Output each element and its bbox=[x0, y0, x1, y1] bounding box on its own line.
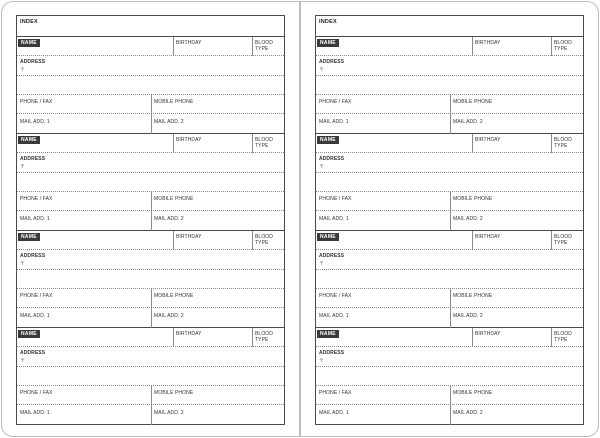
phone-fax-label: PHONE / FAX bbox=[20, 196, 53, 202]
divider bbox=[151, 191, 152, 211]
address-row[interactable] bbox=[316, 153, 583, 191]
address-row[interactable] bbox=[17, 347, 284, 385]
blood-type-label: BLOOD TYPE bbox=[255, 40, 274, 52]
mail-row[interactable] bbox=[17, 308, 284, 328]
address-line bbox=[316, 172, 583, 173]
mail-address-2-label: MAIL ADD. 2 bbox=[154, 313, 184, 319]
divider bbox=[472, 134, 473, 153]
name-row[interactable] bbox=[316, 134, 583, 153]
mobile-phone-label: MOBILE PHONE bbox=[453, 293, 493, 299]
index-label: INDEX bbox=[20, 19, 38, 25]
divider bbox=[173, 328, 174, 347]
divider bbox=[472, 231, 473, 250]
phone-fax-label: PHONE / FAX bbox=[319, 99, 352, 105]
divider bbox=[252, 328, 253, 347]
mobile-phone-label: MOBILE PHONE bbox=[154, 99, 194, 105]
name-label: NAME bbox=[317, 39, 339, 47]
blood-type-label: BLOOD TYPE bbox=[554, 137, 573, 149]
divider bbox=[151, 308, 152, 328]
address-entry bbox=[17, 231, 284, 328]
phone-fax-label: PHONE / FAX bbox=[20, 293, 53, 299]
phone-row[interactable] bbox=[17, 94, 284, 114]
divider bbox=[173, 134, 174, 153]
mail-address-2-label: MAIL ADD. 2 bbox=[453, 410, 483, 416]
mail-address-1-label: MAIL ADD. 1 bbox=[20, 410, 50, 416]
address-row[interactable] bbox=[316, 56, 583, 94]
name-row[interactable] bbox=[316, 328, 583, 347]
address-line bbox=[316, 269, 583, 270]
name-row[interactable] bbox=[17, 37, 284, 56]
address-line bbox=[316, 366, 583, 367]
address-line bbox=[316, 75, 583, 76]
address-entry bbox=[17, 328, 284, 425]
mail-address-1-label: MAIL ADD. 1 bbox=[20, 313, 50, 319]
divider bbox=[551, 328, 552, 347]
mobile-phone-label: MOBILE PHONE bbox=[453, 196, 493, 202]
divider bbox=[173, 37, 174, 56]
index-label: INDEX bbox=[319, 19, 337, 25]
blood-type-label: BLOOD TYPE bbox=[255, 331, 274, 343]
divider bbox=[151, 288, 152, 308]
mail-row[interactable] bbox=[17, 114, 284, 134]
postal-mark-icon: 〒 bbox=[20, 261, 26, 267]
mail-address-1-label: MAIL ADD. 1 bbox=[319, 410, 349, 416]
phone-row[interactable] bbox=[17, 385, 284, 405]
name-row[interactable] bbox=[17, 231, 284, 250]
address-line bbox=[17, 366, 284, 367]
name-row[interactable] bbox=[316, 37, 583, 56]
name-label: NAME bbox=[18, 39, 40, 47]
name-label: NAME bbox=[18, 330, 40, 338]
name-row[interactable] bbox=[316, 231, 583, 250]
address-entry bbox=[17, 37, 284, 134]
postal-mark-icon: 〒 bbox=[20, 164, 26, 170]
mail-address-2-label: MAIL ADD. 2 bbox=[453, 216, 483, 222]
address-label: ADDRESS bbox=[20, 253, 46, 259]
mail-row[interactable] bbox=[316, 308, 583, 328]
phone-row[interactable] bbox=[316, 191, 583, 211]
postal-mark-icon: 〒 bbox=[319, 261, 325, 267]
birthday-label: BIRTHDAY bbox=[475, 234, 501, 240]
divider bbox=[151, 385, 152, 405]
name-label: NAME bbox=[18, 233, 40, 241]
divider bbox=[450, 288, 451, 308]
mail-address-1-label: MAIL ADD. 1 bbox=[319, 216, 349, 222]
address-line bbox=[17, 172, 284, 173]
birthday-label: BIRTHDAY bbox=[176, 40, 202, 46]
divider bbox=[450, 211, 451, 231]
postal-mark-icon: 〒 bbox=[20, 358, 26, 364]
address-label: ADDRESS bbox=[20, 156, 46, 162]
divider bbox=[450, 405, 451, 425]
left-page bbox=[1, 1, 300, 437]
postal-mark-icon: 〒 bbox=[319, 358, 325, 364]
birthday-label: BIRTHDAY bbox=[475, 40, 501, 46]
mobile-phone-label: MOBILE PHONE bbox=[154, 390, 194, 396]
name-label: NAME bbox=[18, 136, 40, 144]
address-line bbox=[17, 269, 284, 270]
name-label: NAME bbox=[317, 136, 339, 144]
address-line bbox=[17, 75, 284, 76]
address-row[interactable] bbox=[17, 250, 284, 288]
phone-fax-label: PHONE / FAX bbox=[319, 390, 352, 396]
divider bbox=[252, 231, 253, 250]
address-entry bbox=[316, 231, 583, 328]
mail-address-2-label: MAIL ADD. 2 bbox=[154, 410, 184, 416]
address-entry bbox=[316, 37, 583, 134]
mail-row[interactable] bbox=[316, 211, 583, 231]
blood-type-label: BLOOD TYPE bbox=[554, 40, 573, 52]
phone-fax-label: PHONE / FAX bbox=[20, 99, 53, 105]
address-sheet-left bbox=[16, 15, 285, 425]
phone-row[interactable] bbox=[316, 94, 583, 114]
address-label: ADDRESS bbox=[20, 350, 46, 356]
divider bbox=[252, 134, 253, 153]
divider bbox=[252, 37, 253, 56]
index-row[interactable] bbox=[316, 16, 583, 37]
divider bbox=[151, 114, 152, 134]
address-label: ADDRESS bbox=[20, 59, 46, 65]
divider bbox=[472, 328, 473, 347]
divider bbox=[450, 308, 451, 328]
divider bbox=[551, 134, 552, 153]
divider bbox=[151, 94, 152, 114]
address-entry bbox=[316, 328, 583, 425]
divider bbox=[551, 231, 552, 250]
address-row[interactable] bbox=[316, 250, 583, 288]
mobile-phone-label: MOBILE PHONE bbox=[453, 99, 493, 105]
mail-address-2-label: MAIL ADD. 2 bbox=[154, 119, 184, 125]
address-row[interactable] bbox=[17, 153, 284, 191]
blood-type-label: BLOOD TYPE bbox=[255, 234, 274, 246]
mail-row[interactable] bbox=[316, 405, 583, 425]
name-label: NAME bbox=[317, 330, 339, 338]
birthday-label: BIRTHDAY bbox=[176, 137, 202, 143]
mail-row[interactable] bbox=[316, 114, 583, 134]
mail-address-1-label: MAIL ADD. 1 bbox=[20, 216, 50, 222]
name-row[interactable] bbox=[17, 328, 284, 347]
birthday-label: BIRTHDAY bbox=[176, 234, 202, 240]
divider bbox=[173, 231, 174, 250]
divider bbox=[472, 37, 473, 56]
address-row[interactable] bbox=[17, 56, 284, 94]
address-entry bbox=[316, 134, 583, 231]
right-page bbox=[300, 1, 599, 437]
postal-mark-icon: 〒 bbox=[20, 67, 26, 73]
address-row[interactable] bbox=[316, 347, 583, 385]
phone-row[interactable] bbox=[316, 288, 583, 308]
mobile-phone-label: MOBILE PHONE bbox=[154, 293, 194, 299]
address-sheet-right bbox=[315, 15, 584, 425]
birthday-label: BIRTHDAY bbox=[475, 137, 501, 143]
divider bbox=[450, 385, 451, 405]
mail-address-2-label: MAIL ADD. 2 bbox=[453, 313, 483, 319]
postal-mark-icon: 〒 bbox=[319, 164, 325, 170]
divider bbox=[450, 114, 451, 134]
birthday-label: BIRTHDAY bbox=[475, 331, 501, 337]
mobile-phone-label: MOBILE PHONE bbox=[453, 390, 493, 396]
mail-row[interactable] bbox=[17, 211, 284, 231]
address-label: ADDRESS bbox=[319, 59, 345, 65]
phone-row[interactable] bbox=[316, 385, 583, 405]
mail-address-1-label: MAIL ADD. 1 bbox=[319, 313, 349, 319]
mail-address-1-label: MAIL ADD. 1 bbox=[319, 119, 349, 125]
divider bbox=[151, 211, 152, 231]
phone-fax-label: PHONE / FAX bbox=[20, 390, 53, 396]
index-row[interactable] bbox=[17, 16, 284, 37]
mail-address-1-label: MAIL ADD. 1 bbox=[20, 119, 50, 125]
name-row[interactable] bbox=[17, 134, 284, 153]
mail-address-2-label: MAIL ADD. 2 bbox=[154, 216, 184, 222]
mail-row[interactable] bbox=[17, 405, 284, 425]
birthday-label: BIRTHDAY bbox=[176, 331, 202, 337]
address-label: ADDRESS bbox=[319, 156, 345, 162]
address-entry bbox=[17, 134, 284, 231]
postal-mark-icon: 〒 bbox=[319, 67, 325, 73]
divider bbox=[450, 94, 451, 114]
phone-row[interactable] bbox=[17, 191, 284, 211]
divider bbox=[151, 405, 152, 425]
blood-type-label: BLOOD TYPE bbox=[255, 137, 274, 149]
address-label: ADDRESS bbox=[319, 253, 345, 259]
mobile-phone-label: MOBILE PHONE bbox=[154, 196, 194, 202]
blood-type-label: BLOOD TYPE bbox=[554, 234, 573, 246]
address-label: ADDRESS bbox=[319, 350, 345, 356]
divider bbox=[551, 37, 552, 56]
name-label: NAME bbox=[317, 233, 339, 241]
mail-address-2-label: MAIL ADD. 2 bbox=[453, 119, 483, 125]
blood-type-label: BLOOD TYPE bbox=[554, 331, 573, 343]
phone-row[interactable] bbox=[17, 288, 284, 308]
phone-fax-label: PHONE / FAX bbox=[319, 293, 352, 299]
phone-fax-label: PHONE / FAX bbox=[319, 196, 352, 202]
divider bbox=[450, 191, 451, 211]
